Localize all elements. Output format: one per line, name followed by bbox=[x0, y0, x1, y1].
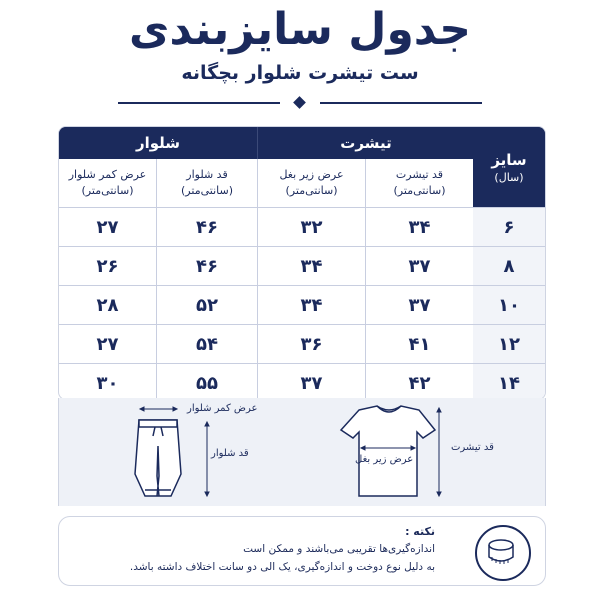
cell-pants-length: ۵۲ bbox=[157, 286, 258, 325]
cell-waist: ۲۶ bbox=[59, 247, 157, 286]
cell-pants-length: ۵۴ bbox=[157, 325, 258, 364]
measurement-diagram bbox=[58, 398, 546, 506]
col-header-unit: (سانتی‌متر) bbox=[285, 184, 338, 197]
col-header-underarm-label: عرض زیر بغل bbox=[279, 168, 344, 181]
pants-length-label: قد شلوار bbox=[211, 448, 249, 459]
cell-waist: ۲۸ bbox=[59, 286, 157, 325]
col-header-pants-length-label: قد شلوار bbox=[186, 168, 228, 181]
divider-diamond bbox=[293, 96, 306, 109]
col-header-waist bbox=[59, 159, 157, 207]
note-title: نکته : bbox=[405, 525, 435, 538]
group-header-pants: شلوار bbox=[59, 127, 257, 159]
col-header-waist-label: عرض کمر شلوار bbox=[68, 168, 147, 181]
col-header-size-label: سایز bbox=[491, 150, 527, 169]
col-header-unit: (سانتی‌متر) bbox=[81, 184, 134, 197]
cell-underarm: ۳۷ bbox=[258, 364, 366, 400]
table-row bbox=[59, 324, 545, 364]
table-row bbox=[59, 363, 545, 400]
group-header-tshirt: تیشرت bbox=[257, 127, 474, 159]
cell-waist: ۳۰ bbox=[59, 364, 157, 400]
size-table bbox=[58, 126, 546, 400]
cell-underarm: ۳۴ bbox=[258, 247, 366, 286]
cell-waist: ۲۷ bbox=[59, 208, 157, 247]
col-header-pants-length bbox=[157, 159, 258, 207]
tshirt-length-label: قد تیشرت bbox=[451, 442, 494, 453]
table-row bbox=[59, 285, 545, 325]
cell-underarm: ۳۴ bbox=[258, 286, 366, 325]
col-header-size-unit: (سال) bbox=[494, 170, 524, 184]
cell-tshirt-length: ۳۷ bbox=[366, 247, 474, 286]
cell-tshirt-length: ۳۷ bbox=[366, 286, 474, 325]
cell-waist: ۲۷ bbox=[59, 325, 157, 364]
cell-underarm: ۳۲ bbox=[258, 208, 366, 247]
measuring-tape-icon bbox=[475, 525, 531, 581]
cell-tshirt-length: ۴۲ bbox=[366, 364, 474, 400]
col-header-underarm bbox=[258, 159, 366, 207]
table-row bbox=[59, 246, 545, 286]
col-header-size bbox=[473, 127, 545, 207]
cell-pants-length: ۴۶ bbox=[157, 247, 258, 286]
divider-right bbox=[320, 102, 482, 104]
page-title: جدول سایزبندی bbox=[129, 4, 471, 55]
cell-size: ۱۴ bbox=[473, 364, 546, 400]
waist-label: عرض کمر شلوار bbox=[187, 403, 258, 414]
col-header-unit: (سانتی‌متر) bbox=[393, 184, 446, 197]
divider-left bbox=[118, 102, 280, 104]
cell-size: ۸ bbox=[473, 247, 546, 286]
col-header-tshirt-length-label: قد تیشرت bbox=[395, 168, 444, 181]
col-header-unit: (سانتی‌متر) bbox=[181, 184, 233, 197]
cell-size: ۶ bbox=[473, 208, 546, 247]
cell-size: ۱۲ bbox=[473, 325, 546, 364]
note-box bbox=[58, 516, 546, 586]
cell-underarm: ۳۶ bbox=[258, 325, 366, 364]
cell-size: ۱۰ bbox=[473, 286, 546, 325]
cell-tshirt-length: ۴۱ bbox=[366, 325, 474, 364]
cell-pants-length: ۴۶ bbox=[157, 208, 258, 247]
page-subtitle: ست تیشرت شلوار بچگانه bbox=[181, 62, 419, 84]
cell-tshirt-length: ۳۴ bbox=[366, 208, 474, 247]
note-line-2: به دلیل نوع دوخت و اندازه‌گیری، یک الی دو سانت اختلاف داشته باشد. bbox=[129, 561, 435, 573]
underarm-label: عرض زیر بغل bbox=[355, 454, 414, 465]
col-header-tshirt-length bbox=[366, 159, 474, 207]
note-line-1: اندازه‌گیری‌ها تقریبی می‌باشند و ممکن است bbox=[243, 543, 435, 555]
cell-pants-length: ۵۵ bbox=[157, 364, 258, 400]
table-row bbox=[59, 207, 545, 247]
